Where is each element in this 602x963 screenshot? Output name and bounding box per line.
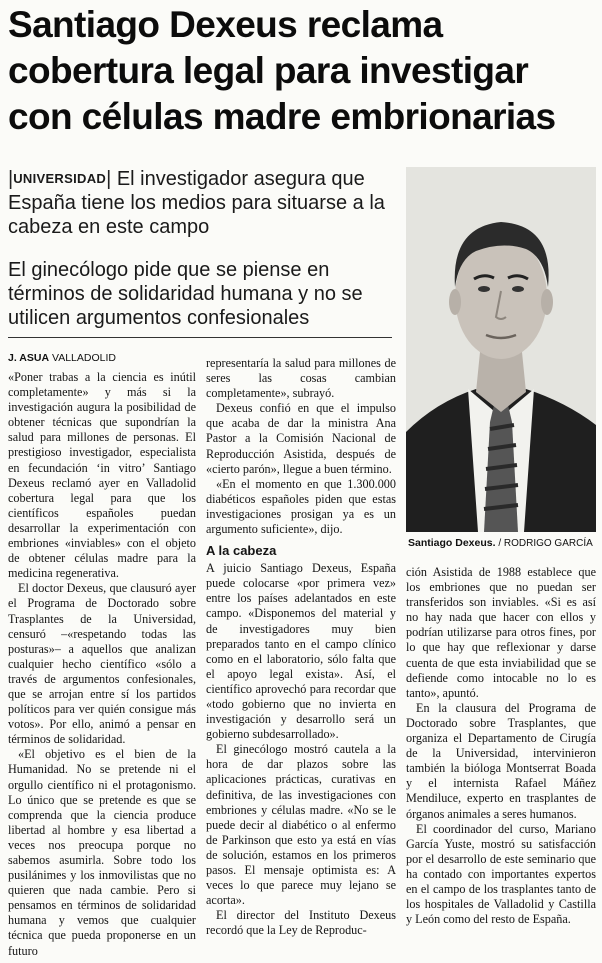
article-column-2: [206, 356, 396, 960]
paragraph: Dexeus confió en que el impulso que acaba de dar la ministra Ana Pastor a la Comisión Nacional de Reproducción Asistida, después de «cierto parón», llegue a buen término.: [206, 401, 396, 476]
paragraph: «En el momento en que 1.300.000 diabéticos españoles piden que estas investigaciones prosigan ya es un argumento suficiente», dijo.: [206, 476, 396, 537]
paragraph: El ginecólogo mostró cautela a la hora de dar plazos sobre las aplicaciones prácticas, curativas en definitiva, de las investigaciones con embriones y células madre. «No se le puede decir al diabético o al enfermo de Parkinson que esto ya está en vías de solución, estamos en los primeros pasos. El mensaje optimista es: A veces lo que parece muy lejano se acorta».: [206, 742, 396, 908]
paragraph: El director del Instituto Dexeus recordó que la Ley de Reproduc-: [206, 908, 396, 938]
article-column-3: [406, 565, 596, 960]
paragraph: A juicio Santiago Dexeus, España puede colocarse «por primera vez» entre los países adelantados en este campo. «Disponemos del material y de investigadores muy bien preparados tanto en el campo clínico como en el laboratorio, sólo falta que el apoyo legal exista». Así, el científico aprovechó para recordar que «todo gobierno que no invierta en investigación y desarrollo será un gobierno subdesarrollado».: [206, 561, 396, 742]
portrait-illustration: [406, 167, 596, 532]
divider-rule: [8, 337, 392, 338]
paragraph: El doctor Dexeus, que clausuró ayer el Programa de Doctorado sobre Trasplantes de la Universidad, censuró –«respetando todas las posturas»– a aquellos que analizan cualquier hecho científico «sólo a través de argumentos confesionales, que se arrojan entre sí los partidos políticos para ver quién consigue más votos». Por ello, animó a pensar en términos de solidaridad.: [8, 581, 196, 747]
subheadline-primary: [8, 167, 400, 239]
headline-line-3: con células madre embrionarias: [8, 96, 556, 137]
paragraph: «El objetivo es el bien de la Humanidad. No se pretende ni el orgullo científico ni el protagonismo. Lo único que se pretende es que se comprenda que la ciencia produce libertad al hombre y esa libertad a veces nos preocupa porque no sabemos asumirla. Sobre todo los pusilánimes y los inmovilistas que no quieren que nada cambie. Pero si pensamos en términos de solidaridad humana y vemos que cualquier técnica que pueda proponerse en un futuro: [8, 747, 196, 958]
caption-credit: / RODRIGO GARCÍA: [498, 538, 593, 549]
subheadline-primary-text: El investigador asegura que España tiene los medios para situarse a la cabeza en este campo: [8, 168, 385, 238]
paragraph: El coordinador del curso, Mariano García Yuste, mostró su satisfacción por el desarrollo de este seminario que ha contado con importantes expertos en el campo de los trasplantes tanto de los hospitales de Valladolid y Castilla y León como del resto de España.: [406, 821, 596, 927]
paragraph: En la clausura del Programa de Doctorado sobre Trasplantes, que organiza el Departamento de Cirugía de la Universidad, intervinieron también la bióloga Montserrat Boada y el internista Rafael Máñez Mendiluce, experto en trasplantes de órganos animales a seres humanos.: [406, 700, 596, 821]
paragraph: representaría la salud para millones de seres las cosas cambian completamente», subrayó.: [206, 356, 396, 401]
caption-name: Santiago Dexeus.: [408, 537, 496, 549]
byline-location: VALLADOLID: [51, 352, 116, 364]
section-divider-right: |: [106, 168, 112, 190]
subheadline-secondary: El ginecólogo pide que se piense en términos de solidaridad humana y no se utilicen argumentos confesionales: [8, 259, 363, 329]
article-subheading: A la cabeza: [206, 543, 277, 559]
byline: [8, 352, 116, 364]
paragraph: «Poner trabas a la ciencia es inútil completamente» y más si la investigación augura la posibilidad de obtener técnicas que supondrían la salud para millones de personas. El prestigioso investigador, especialista en fecundación ‘in vitro’ Santiago Dexeus reclamó ayer en Valladolid cobertura legal para que los científicos españoles puedan desarrollar la experimentación con embriones «inviables» con el objeto de obtener células madre para la medicina regenerativa.: [8, 370, 196, 581]
section-divider-left: |: [8, 168, 14, 190]
section-tag: UNIVERSIDAD: [13, 171, 107, 186]
headline-line-2: cobertura legal para investigar: [8, 50, 529, 91]
photo-caption: [408, 537, 598, 549]
article-column-1: [8, 370, 196, 960]
headline-line-1: Santiago Dexeus reclama: [8, 4, 443, 45]
portrait-photo: [406, 167, 596, 532]
byline-author: J. ASUA: [8, 352, 50, 364]
paragraph: ción Asistida de 1988 establece que los embriones que no puedan ser transferidos son inviables. «Si es así no hay nada que hacer con ellos y podrían utilizarse para otros fines, por lo que hay que reflexionar y darse cuenta de que esta inviabilidad que se defiende como intocable no lo es tanto», apuntó.: [406, 565, 596, 700]
headline: [8, 2, 596, 140]
